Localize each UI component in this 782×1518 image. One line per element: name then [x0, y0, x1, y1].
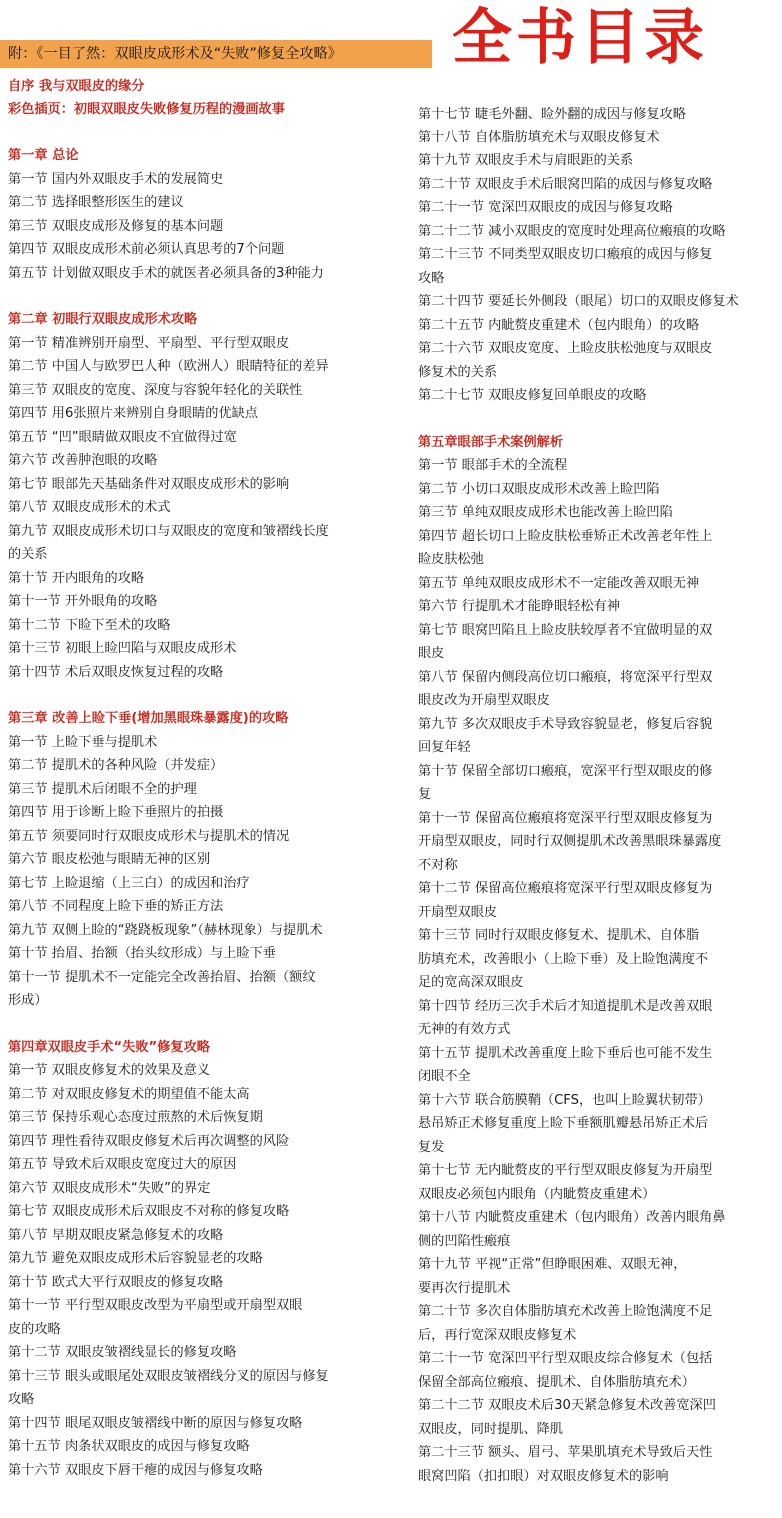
right-toc-entry: 开扇型双眼皮，同时行双侧提肌术改善黑眼珠暴露度 [418, 834, 722, 849]
right-toc-entry: 第七节 眼窝凹陷且上睑皮肤较厚者不宜做明显的双 [418, 623, 713, 638]
right-toc-entry: 第十七节 睫毛外翻、睑外翻的成因与修复攻略 [418, 107, 686, 122]
left-toc-entry: 第七节 眼部先天基础条件对双眼皮成形术的影响 [8, 477, 290, 492]
left-toc-entry: 第六节 双眼皮成形术“失败”的界定 [8, 1181, 211, 1196]
right-toc-entry: 眼皮改为开扇型双眼皮 [418, 693, 550, 708]
right-toc-entry: 第十三节 同时行双眼皮修复术、提肌术、自体脂 [418, 928, 700, 943]
left-toc-entry: 第九节 双眼皮成形术切口与双眼皮的宽度和皱褶线长度 [8, 524, 329, 539]
left-toc-entry: 第七节 上睑退缩（上三白）的成因和治疗 [8, 876, 250, 891]
right-toc-entry: 第二十七节 双眼皮修复回单眼皮的攻略 [418, 388, 647, 403]
left-toc-entry: 第七节 双眼皮成形术后双眼皮不对称的修复攻略 [8, 1204, 290, 1219]
right-toc-entry: 闭眼不全 [418, 1069, 471, 1084]
left-toc-entry: 第一节 国内外双眼皮手术的发展简史 [8, 172, 224, 187]
right-toc-entry: 修复术的关系 [418, 365, 498, 380]
right-toc-entry: 第二十一节 宽深凹平行型双眼皮综合修复术（包括 [418, 1351, 713, 1366]
left-chapter-heading: 第二章 初眼行双眼皮成形术攻略 [8, 312, 198, 327]
left-toc-entry: 第四节 用6张照片来辨别自身眼睛的优缺点 [8, 406, 258, 421]
left-toc-entry: 第四节 双眼皮成形术前必须认真思考的7个问题 [8, 242, 285, 257]
left-toc-entry: 皮的攻略 [8, 1322, 61, 1337]
right-toc-entry: 第二十节 双眼皮手术后眼窝凹陷的成因与修复攻略 [418, 177, 713, 192]
right-toc-entry: 第二十五节 内眦赘皮重建术（包内眼角）的攻略 [418, 318, 700, 333]
left-toc-entry: 第十二节 双眼皮皱褶线显长的修复攻略 [8, 1345, 237, 1360]
right-toc-entry: 睑皮肤松弛 [418, 552, 484, 567]
right-toc-entry: 第二十节 多次自体脂肪填充术改善上睑饱满度不足 [418, 1304, 713, 1319]
right-toc-entry: 第一节 眼部手术的全流程 [418, 458, 568, 473]
left-toc-entry: 第十四节 眼尾双眼皮皱褶线中断的原因与修复攻略 [8, 1416, 303, 1431]
right-chapter-heading: 第五章眼部手术案例解析 [418, 435, 564, 450]
right-toc-entry: 回复年轻 [418, 740, 471, 755]
left-toc-entry: 第十一节 平行型双眼皮改型为平扇型或开扇型双眼 [8, 1298, 303, 1313]
right-toc-entry: 第二十二节 双眼皮术后30天紧急修复术改善宽深凹 [418, 1398, 716, 1413]
left-toc-entry: 第一节 上睑下垂与提肌术 [8, 735, 158, 750]
left-toc-entry: 第八节 不同程度上睑下垂的矫正方法 [8, 899, 224, 914]
right-toc-entry: 第二十四节 要延长外侧段（眼尾）切口的双眼皮修复术 [418, 294, 739, 309]
left-toc-entry: 第五节 须要同时行双眼皮成形术与提肌术的情况 [8, 829, 290, 844]
left-toc-entry: 第二节 选择眼整形医生的建议 [8, 195, 184, 210]
left-toc-entry: 第十三节 眼头或眼尾处双眼皮皱褶线分叉的原因与修复 [8, 1369, 329, 1384]
right-toc-entry: 保留全部高位瘢痕、提肌术、自体脂肪填充术） [418, 1375, 695, 1390]
left-toc-entry: 第十三节 初眼上睑凹陷与双眼皮成形术 [8, 641, 237, 656]
right-toc-entry: 要再次行提肌术 [418, 1281, 511, 1296]
left-toc-entry: 第八节 双眼皮成形术的术式 [8, 500, 171, 515]
left-toc-entry: 第三节 双眼皮的宽度、深度与容貌年轻化的关联性 [8, 383, 303, 398]
left-toc-entry: 第八节 早期双眼皮紧急修复术的攻略 [8, 1228, 224, 1243]
left-toc-entry: 第五节 计划做双眼皮手术的就医者必须具备的3种能力 [8, 266, 324, 281]
left-toc-entry: 第四节 理性看待双眼皮修复术后再次调整的风险 [8, 1134, 290, 1149]
right-toc-entry: 足的宽高深双眼皮 [418, 975, 524, 990]
right-toc-entry: 第十二节 保留高位瘢痕将宽深平行型双眼皮修复为 [418, 881, 713, 896]
appendix-banner: 附：《一目了然：双眼皮成形术及“失败”修复全攻略》 [0, 40, 432, 68]
left-toc-entry: 第一节 双眼皮修复术的效果及意义 [8, 1063, 211, 1078]
right-toc-entry: 复 [418, 787, 432, 802]
right-toc-entry: 不对称 [418, 858, 458, 873]
right-toc-entry: 第十七节 无内眦赘皮的平行型双眼皮修复为开扇型 [418, 1163, 713, 1178]
left-toc-entry: 形成） [8, 993, 48, 1008]
right-toc-entry: 第九节 多次双眼皮手术导致容貌显老，修复后容貌 [418, 717, 713, 732]
right-toc-entry: 第二十一节 宽深凹双眼皮的成因与修复攻略 [418, 200, 673, 215]
left-toc-entry: 第三节 双眼皮成形及修复的基本问题 [8, 219, 224, 234]
left-chapter-heading: 第三章 改善上睑下垂(增加黑眼珠暴露度)的攻略 [8, 711, 289, 726]
left-toc-entry: 第十五节 肉条状双眼皮的成因与修复攻略 [8, 1439, 250, 1454]
left-toc-entry: 的关系 [8, 547, 48, 562]
left-toc-entry: 第十六节 双眼皮下唇干瘪的成因与修复攻略 [8, 1463, 263, 1478]
right-toc-entry: 第十节 保留全部切口瘢痕，宽深平行型双眼皮的修 [418, 764, 713, 779]
left-toc-entry: 攻略 [8, 1392, 35, 1407]
left-chapter-heading: 第四章双眼皮手术“失败”修复攻略 [8, 1040, 210, 1055]
right-toc-entry: 第八节 保留内侧段高位切口瘢痕，将宽深平行型双 [418, 670, 713, 685]
right-toc-entry: 复发 [418, 1140, 445, 1155]
right-toc-entry: 双眼皮必须包内眼角（内眦赘皮重建术） [418, 1187, 656, 1202]
page-title: 全书目录 [452, 3, 708, 73]
right-toc-entry: 第四节 超长切口上睑皮肤松垂矫正术改善老年性上 [418, 529, 713, 544]
right-toc-entry: 开扇型双眼皮 [418, 905, 498, 920]
right-toc-entry: 第十一节 保留高位瘢痕将宽深平行型双眼皮修复为 [418, 811, 713, 826]
right-toc-entry: 第十四节 经历三次手术后才知道提肌术是改善双眼 [418, 999, 713, 1014]
right-toc-entry: 第二十三节 不同类型双眼皮切口瘢痕的成因与修复 [418, 247, 713, 262]
right-toc-entry: 攻略 [418, 271, 445, 286]
right-toc-entry: 眼窝凹陷（扣扣眼）对双眼皮修复术的影响 [418, 1469, 669, 1484]
right-toc-entry: 第十八节 自体脂肪填充术与双眼皮修复术 [418, 130, 660, 145]
left-toc-entry: 第十节 抬眉、抬额（抬头纹形成）与上睑下垂 [8, 946, 276, 961]
left-toc-entry: 第九节 双侧上睑的“跷跷板现象”（赫林现象）与提肌术 [8, 923, 323, 938]
left-toc-entry: 第一节 精准辨别开扇型、平扇型、平行型双眼皮 [8, 336, 290, 351]
right-toc-entry: 第三节 单纯双眼皮成形术也能改善上睑凹陷 [418, 505, 673, 520]
right-toc-entry: 第十九节 双眼皮手术与肩眼距的关系 [418, 153, 634, 168]
left-toc-entry: 第二节 提肌术的各种风险（并发症） [8, 758, 224, 773]
right-toc-entry: 第六节 行提肌术才能睁眼轻松有神 [418, 599, 621, 614]
left-toc-entry: 第六节 眼皮松弛与眼睛无神的区别 [8, 852, 211, 867]
left-toc-entry: 第十一节 开外眼角的攻略 [8, 594, 158, 609]
left-toc-entry: 第六节 改善肿泡眼的攻略 [8, 453, 158, 468]
left-toc-entry: 第九节 避免双眼皮成形术后容貌显老的攻略 [8, 1251, 263, 1266]
right-toc-entry: 双眼皮，同时提肌、降肌 [418, 1422, 564, 1437]
right-toc-entry: 眼皮 [418, 646, 445, 661]
right-toc-entry: 第十九节 平视“正常”但睁眼困难、双眼无神， [418, 1257, 687, 1272]
right-toc-entry: 第五节 单纯双眼皮成形术不一定能改善双眼无神 [418, 576, 700, 591]
right-toc-entry: 后，再行宽深双眼皮修复术 [418, 1328, 577, 1343]
left-toc-entry: 第十一节 提肌术不一定能完全改善抬眉、抬额（额纹 [8, 970, 316, 985]
left-toc-entry: 第二节 中国人与欧罗巴人种（欧洲人）眼睛特征的差异 [8, 359, 329, 374]
left-toc-entry: 第五节 “凹”眼睛做双眼皮不宜做得过宽 [8, 430, 237, 445]
left-toc-entry: 第十节 欧式大平行双眼皮的修复攻略 [8, 1275, 224, 1290]
right-toc-entry: 第十五节 提肌术改善重度上睑下垂后也可能不发生 [418, 1046, 713, 1061]
left-toc-entry: 第十二节 下睑下至术的攻略 [8, 618, 171, 633]
right-toc-entry: 侧的凹陷性瘢痕 [418, 1234, 511, 1249]
right-toc-entry: 第十六节 联合筋膜鞘（CFS，也叫上睑翼状韧带） [418, 1093, 711, 1108]
right-toc-entry: 肪填充术，改善眼小（上睑下垂）及上睑饱满度不 [418, 952, 709, 967]
right-toc-entry: 第二十三节 额头、眉弓、苹果肌填充术导致后天性 [418, 1445, 713, 1460]
right-toc-entry: 第二节 小切口双眼皮成形术改善上睑凹陷 [418, 482, 660, 497]
left-chapter-heading: 自序 我与双眼皮的缘分 [8, 79, 145, 94]
right-toc-entry: 无神的有效方式 [418, 1022, 511, 1037]
right-toc-entry: 第二十六节 双眼皮宽度、上睑皮肤松弛度与双眼皮 [418, 341, 713, 356]
left-chapter-heading: 彩色插页：初眼双眼皮失败修复历程的漫画故事 [8, 102, 285, 117]
right-toc-entry: 悬吊矫正术修复重度上睑下垂额肌瓣悬吊矫正术后 [418, 1116, 709, 1131]
left-toc-entry: 第三节 保持乐观心态度过煎熬的术后恢复期 [8, 1110, 263, 1125]
right-toc-entry: 第二十二节 减小双眼皮的宽度时处理高位瘢痕的攻略 [418, 224, 726, 239]
left-toc-entry: 第四节 用于诊断上睑下垂照片的拍摄 [8, 805, 224, 820]
left-toc-entry: 第三节 提肌术后闭眼不全的护理 [8, 782, 197, 797]
left-toc-entry: 第五节 导致术后双眼皮宽度过大的原因 [8, 1157, 237, 1172]
left-toc-entry: 第十四节 术后双眼皮恢复过程的攻略 [8, 665, 224, 680]
left-toc-entry: 第二节 对双眼皮修复术的期望值不能太高 [8, 1087, 250, 1102]
left-toc-entry: 第十节 开内眼角的攻略 [8, 571, 145, 586]
right-toc-entry: 第十八节 内眦赘皮重建术（包内眼角）改善内眼角鼻 [418, 1210, 726, 1225]
left-chapter-heading: 第一章 总论 [8, 148, 79, 163]
